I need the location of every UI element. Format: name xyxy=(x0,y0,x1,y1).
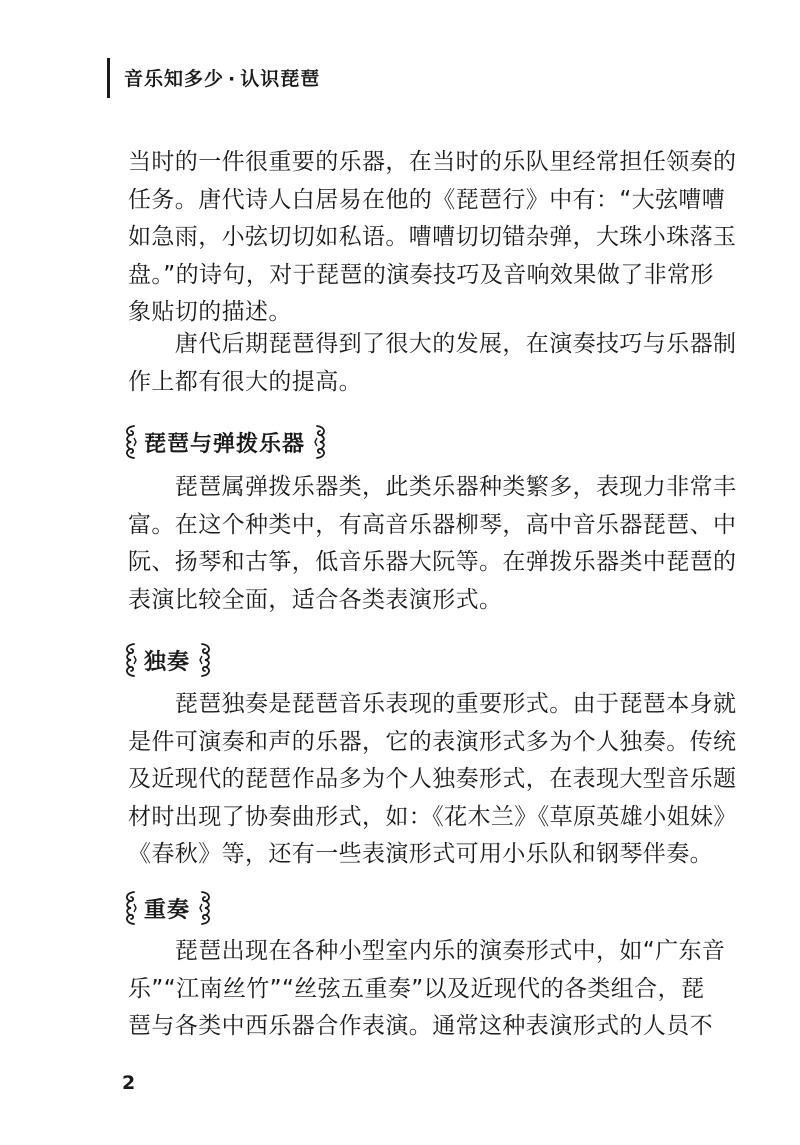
chapter-title: 认识琵琶 xyxy=(240,68,321,90)
scroll-ornament-icon xyxy=(122,642,138,678)
running-head xyxy=(124,64,320,91)
paragraph-3 xyxy=(128,469,737,619)
paragraph-1 xyxy=(128,144,737,332)
text-line: 象贴切的描述。 xyxy=(128,299,292,325)
text-line: 琶与各类中西乐器合作表演。通常这种表演形式的人员不 xyxy=(128,1013,713,1039)
title-separator: · xyxy=(228,68,237,90)
text-line: 乐”“江南丝竹”“丝弦五重奏”以及近现代的各类组合，琵 xyxy=(128,975,705,1002)
section-heading-pipa-plucked xyxy=(122,420,329,464)
paragraph-5 xyxy=(128,933,726,1046)
text-line: 唐代后期琵琶得到了很大的发展，在演奏技巧与乐器制 xyxy=(128,331,737,357)
text-line: 表演比较全面，适合各类表演形式。 xyxy=(128,586,503,613)
text-line: 是件可演奏和声的乐器，它的表演形式多为个人独奏。传统 xyxy=(128,728,737,755)
paragraph-4 xyxy=(128,686,737,874)
paragraph-2 xyxy=(128,326,737,401)
page-number: 2 xyxy=(122,1072,136,1094)
text-line: 富。在这个种类中，有高音乐器柳琴，高中音乐器琵琶、中 xyxy=(128,511,737,538)
section-title: 琵琶与弹拨乐器 xyxy=(144,431,306,457)
scroll-ornament-icon xyxy=(198,890,214,926)
section-title: 重奏 xyxy=(144,897,191,923)
header-rule xyxy=(107,58,110,98)
text-line: 琵琶独奏是琵琶音乐表现的重要形式。由于琵琶本身就 xyxy=(128,691,737,717)
text-line: 任务。唐代诗人白居易在他的《琵琶行》中有：“大弦嘈嘈 xyxy=(128,186,726,213)
scroll-ornament-icon xyxy=(313,424,329,460)
text-line: 琵琶出现在各种小型室内乐的演奏形式中，如“广东音 xyxy=(128,938,726,964)
book-title: 音乐知多少 xyxy=(124,68,225,90)
scroll-ornament-icon xyxy=(198,642,214,678)
text-line: 当时的一件很重要的乐器，在当时的乐队里经常担任领奏的 xyxy=(128,149,737,175)
text-line: 作上都有很大的提高。 xyxy=(128,368,362,395)
text-line: 如急雨，小弦切切如私语。嘈嘈切切错杂弹，大珠小珠落玉 xyxy=(128,224,737,250)
scroll-ornament-icon xyxy=(122,424,138,460)
text-line: 及近现代的琵琶作品多为个人独奏形式，在表现大型音乐题 xyxy=(128,766,737,792)
text-line: 材时出现了协奏曲形式，如：《花木兰》《草原英雄小姐妹》 xyxy=(128,803,737,830)
section-heading-ensemble xyxy=(122,886,214,930)
section-title: 独奏 xyxy=(144,649,191,675)
scroll-ornament-icon xyxy=(122,890,138,926)
text-line: 《春秋》等，还有一些表演形式可用小乐队和钢琴伴奏。 xyxy=(128,841,713,867)
section-heading-solo xyxy=(122,638,214,682)
text-line: 阮、扬琴和古筝，低音乐器大阮等。在弹拨乐器类中琵琶的 xyxy=(128,549,737,575)
text-line: 琵琶属弹拨乐器类，此类乐器种类繁多，表现力非常丰 xyxy=(128,474,737,500)
text-line: 盘。”的诗句，对于琵琶的演奏技巧及音响效果做了非常形 xyxy=(128,261,714,288)
